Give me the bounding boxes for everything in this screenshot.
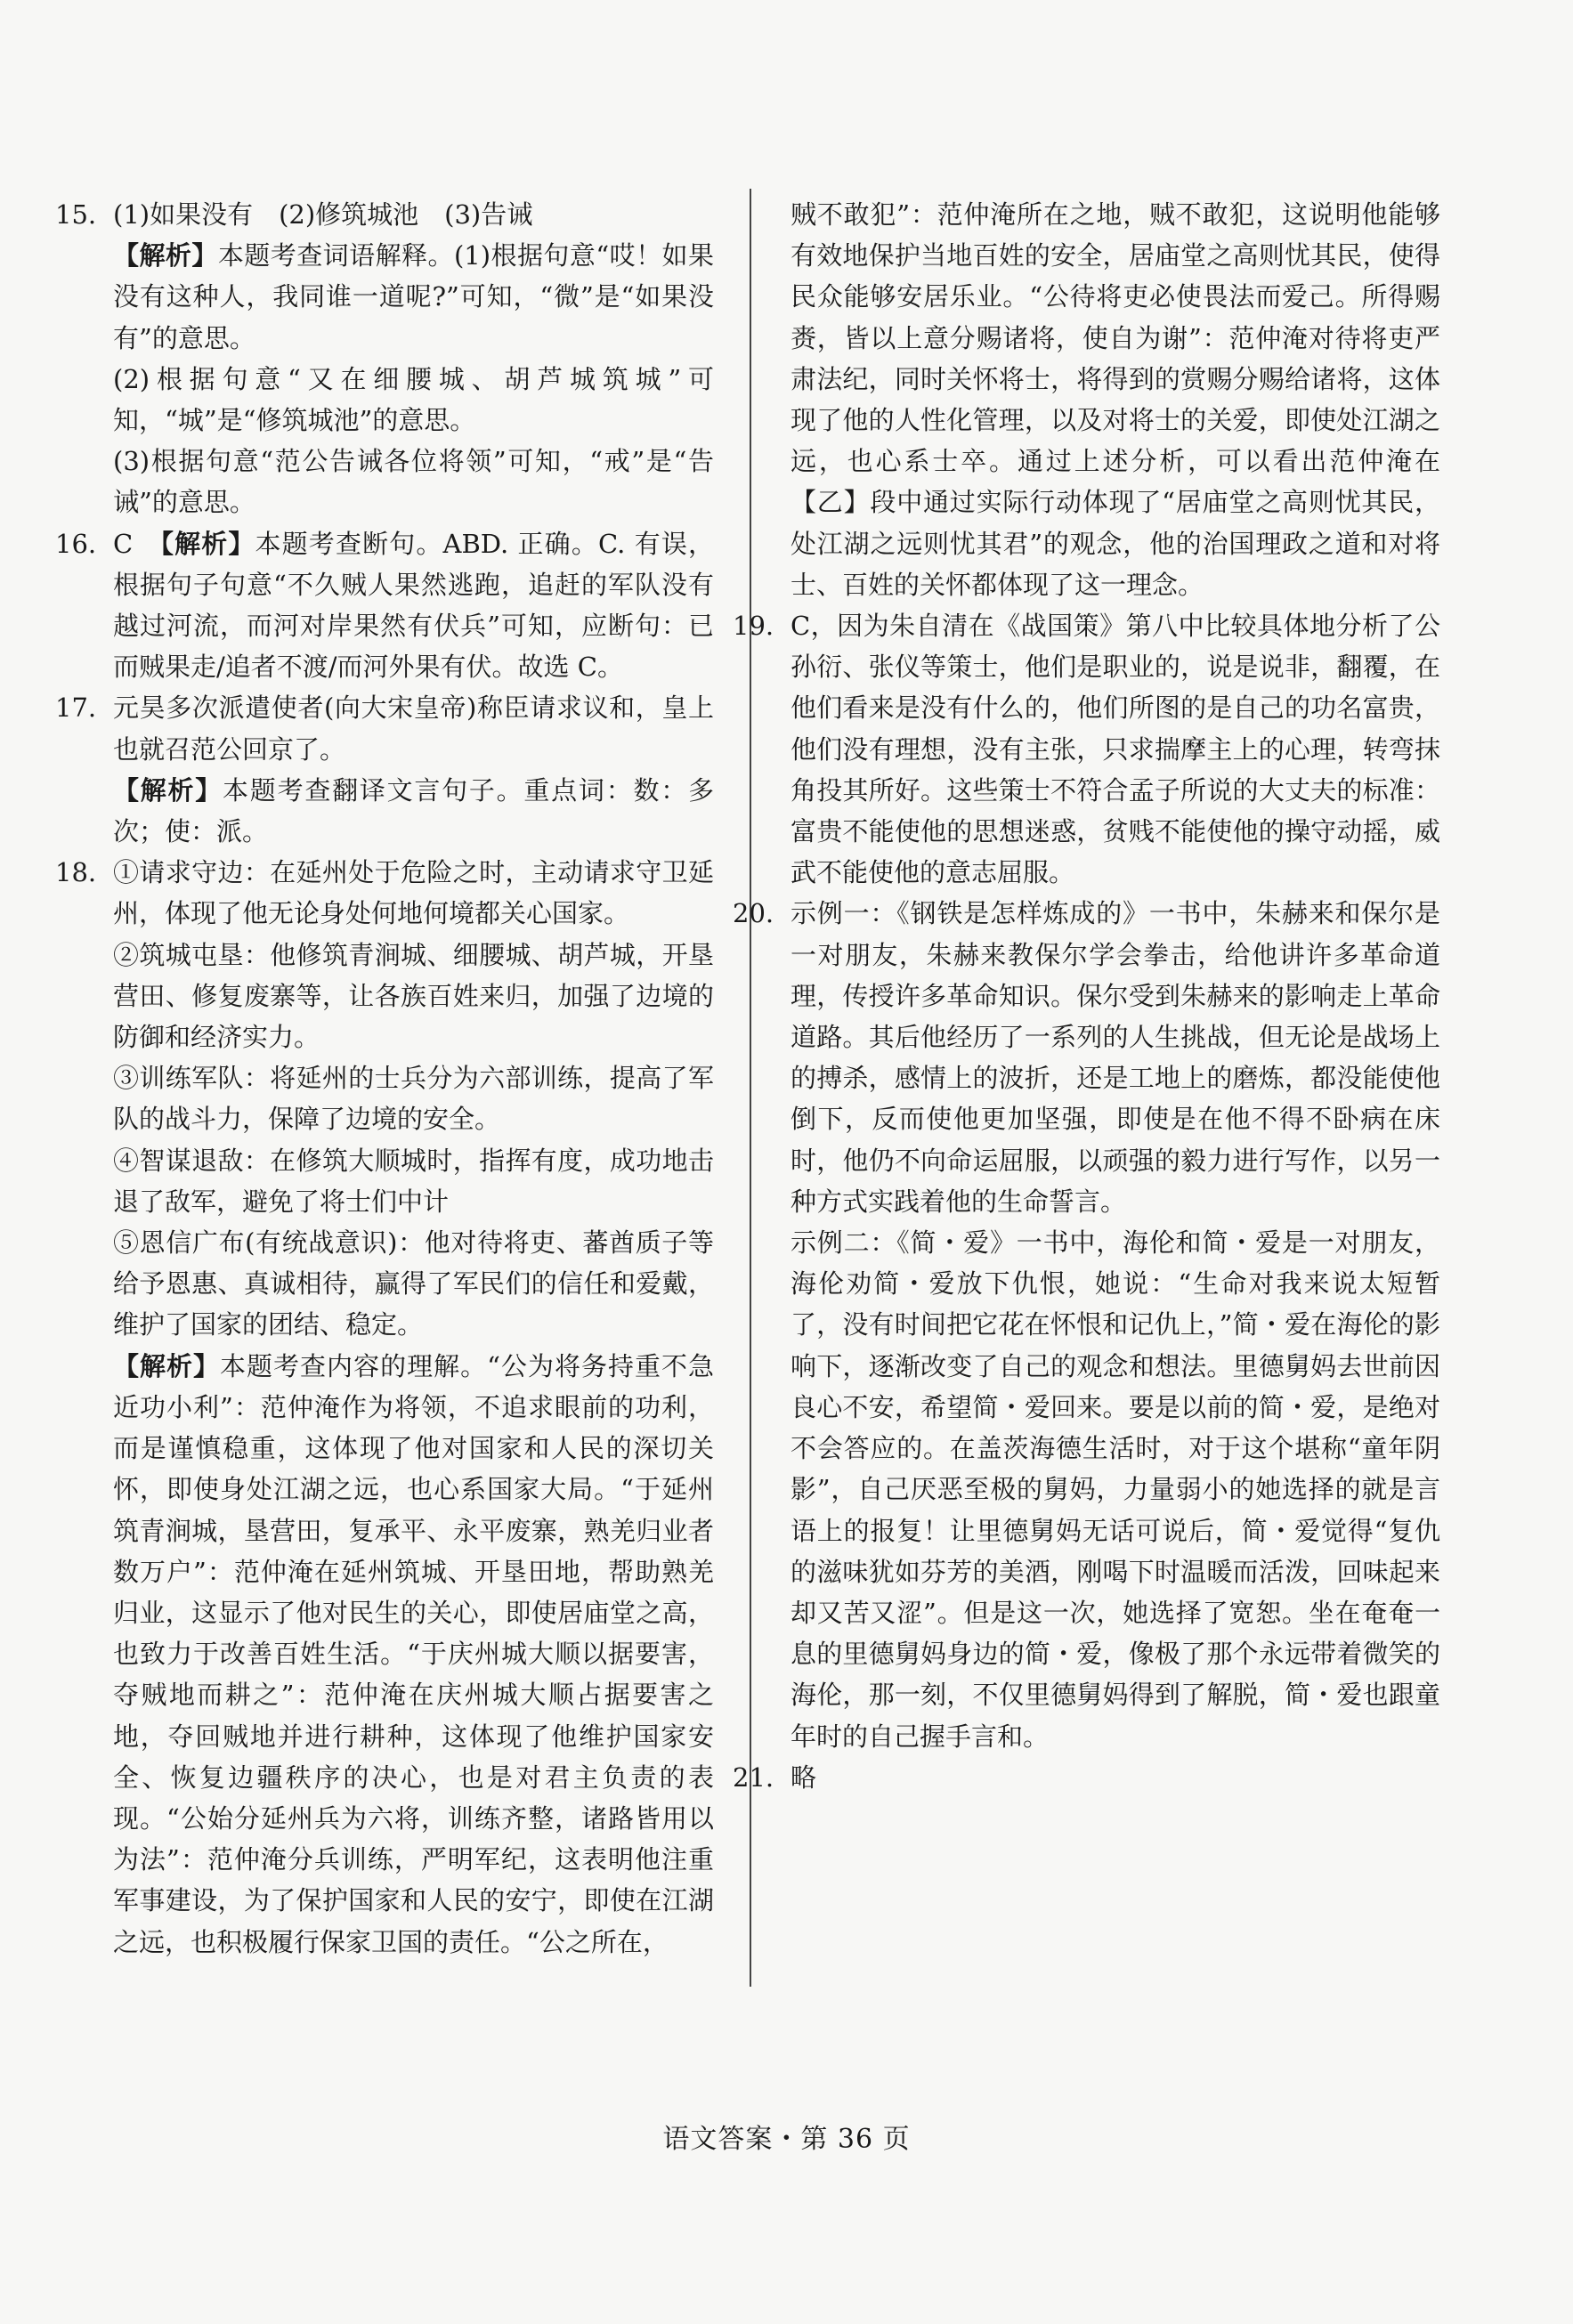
answer-text: C: [113, 528, 161, 559]
answer-18: [55, 852, 714, 1962]
answer-text: 元昊多次派遣使者(向大宋皇帝)称臣请求议和，皇上也就召范公回京了。: [113, 692, 714, 765]
analysis-text: (3)根据句意“范公告诫各位将领”可知，“戒”是“告诫”的意思。: [113, 446, 714, 518]
answer-point: ③训练军队：将延州的士兵分为六部训练，提高了军队的战斗力，保障了边境的安全。: [113, 1063, 714, 1135]
left-column: [55, 194, 714, 1963]
analysis-continuation: 贼不敢犯”：范仲淹所在之地，贼不敢犯，这说明他能够有效地保护当地百姓的安全，居庙堂之高则忧其民，使得民众能够安居乐业。“公待将吏必使畏法而爱己。所得赐赉，皆以上意分赐诸将，使自为谢”：范仲淹对待将吏严肃法纪，同时关怀将士，将得到的赏赐分赐给诸将，这体现了他的人性化管理，以及对将士的关爱，即使处江湖之远，也心系士卒。通过上述分析，可以看出范仲淹在【乙】段中通过实际行动体现了“居庙堂之高则忧其民，处江湖之远则忧其君”的观念，他的治国理政之道和对将士、百姓的关怀都体现了这一理念。: [791, 199, 1440, 600]
question-number: 15.: [55, 199, 97, 230]
answer-20: [733, 893, 1440, 1756]
answer-text: (1)如果没有 (2)修筑城池 (3)告诫: [113, 199, 533, 230]
page-footer: 语文答案・第 36 页: [662, 2124, 911, 2155]
answer-16: [55, 523, 714, 688]
answer-point: ②筑城屯垦：他修筑青涧城、细腰城、胡芦城，开垦营田、修复废寨等，让各族百姓来归，加强了边境的防御和经济实力。: [113, 939, 714, 1053]
question-number: 19.: [733, 611, 774, 642]
analysis-label: 【解析】: [113, 1350, 221, 1381]
answer-21: [733, 1757, 1440, 1798]
answer-15: [55, 194, 714, 523]
analysis-text: 本题考查翻译文言句子。重点词：数：多次；使：派。: [113, 774, 714, 847]
example-two: 示例二：《简・爱》一书中，海伦和简・爱是一对朋友，海伦劝简・爱放下仇恨，她说：“生命对我来说太短暂了，没有时间把它花在怀恨和记仇上，”简・爱在海伦的影响下，逐渐改变了自己的观念和想法。里德舅妈去世前因良心不安，希望简・爱回来。要是以前的简・爱，是绝对不会答应的。在盖茨海德生活时，对于这个堪称“童年阴影”，自己厌恶至极的舅妈，力量弱小的她选择的就是言语上的报复！让里德舅妈无话可说后，简・爱觉得“复仇的滋味犹如芬芳的美酒，刚喝下时温暖而活泼，回味起来却又苦又涩”。但是这一次，她选择了宽恕。坐在奄奄一息的里德舅妈身边的简・爱，像极了那个永远带着微笑的海伦，那一刻，不仅里德舅妈得到了解脱，简・爱也跟童年时的自己握手言和。: [791, 1227, 1440, 1752]
right-column: [733, 194, 1440, 1798]
answer-point: ④智谋退敌：在修筑大顺城时，指挥有度，成功地击退了敌军，避免了将士们中计: [113, 1145, 714, 1217]
analysis-text: (2)根据句意“又在细腰城、胡芦城筑城”可知，“城”是“修筑城池”的意思。: [113, 363, 714, 436]
analysis-text: 本题考查断句。ABD. 正确。C. 有误，根据句子句意“不久贼人果然逃跑，追赶的军队没有越过河流，而河对岸果然有伏兵”可知，应断句：已而贼果走/追者不渡/而河外果有伏。故选 C。: [113, 528, 714, 683]
question-number: 20.: [733, 898, 774, 929]
question-number: 16.: [55, 528, 97, 559]
analysis-text: 本题考查词语解释。(1)根据句意“哎！如果没有这种人，我同谁一道呢?”可知，“微”是“如果没有”的意思。: [113, 240, 714, 353]
question-number: 17.: [55, 692, 97, 724]
analysis-label: 【解析】: [113, 774, 223, 806]
answer-text: 略: [791, 1761, 817, 1793]
answer-point: ①请求守边：在延州处于危险之时，主动请求守卫延州，体现了他无论身处何地何境都关心国家。: [113, 857, 714, 929]
answer-text: C，因为朱自清在《战国策》第八中比较具体地分析了公孙衍、张仪等策士，他们是职业的，说是说非，翻覆，在他们看来是没有什么的，他们所图的是自己的功名富贵，他们没有理想，没有主张，只求揣摩主上的心理，转弯抹角投其所好。这些策士不符合孟子所说的大丈夫的标准：富贵不能使他的思想迷惑，贫贱不能使他的操守动摇，威武不能使他的意志屈服。: [791, 611, 1440, 888]
analysis-label: 【解析】: [113, 240, 218, 271]
answer-19: [733, 605, 1440, 893]
analysis-text: 本题考查内容的理解。“公为将务持重不急近功小利”：范仲淹作为将领，不追求眼前的功利，而是谨慎稳重，这体现了他对国家和人民的深切关怀，即使身处江湖之远，也心系国家大局。“于延州筑青涧城，垦营田，复承平、永平废寨，熟羌归业者数万户”：范仲淹在延州筑城、开垦田地，帮助熟羌归业，这显示了他对民生的关心，即使居庙堂之高，也致力于改善百姓生活。“于庆州城大顺以据要害，夺贼地而耕之”：范仲淹在庆州城大顺占据要害之地，夺回贼地并进行耕种，这体现了他维护国家安全、恢复边疆秩序的决心，也是对君主负责的表现。“公始分延州兵为六将，训练齐整，诸路皆用以为法”：范仲淹分兵训练，严明军纪，这表明他注重军事建设，为了保护国家和人民的安宁，即使在江湖之远，也积极履行保家卫国的责任。“公之所在，: [113, 1350, 714, 1957]
analysis-label: 【解析】: [160, 528, 255, 559]
answer-17: [55, 687, 714, 852]
question-number: 21.: [733, 1761, 774, 1793]
example-one: 示例一：《钢铁是怎样炼成的》一书中，朱赫来和保尔是一对朋友，朱赫来教保尔学会拳击，给他讲许多革命道理，传授许多革命知识。保尔受到朱赫来的影响走上革命道路。其后他经历了一系列的人生挑战，但无论是战场上的搏杀，感情上的波折，还是工地上的磨炼，都没能使他倒下，反而使他更加坚强，即使是在他不得不卧病在床时，他仍不向命运屈服，以顽强的毅力进行写作，以另一种方式实践着他的生命誓言。: [791, 898, 1440, 1217]
answer-point: ⑤恩信广布(有统战意识)：他对待将吏、蕃酋质子等给予恩惠、真诚相待，赢得了军民们的信任和爱戴，维护了国家的团结、稳定。: [113, 1227, 714, 1340]
question-number: 18.: [55, 857, 97, 888]
